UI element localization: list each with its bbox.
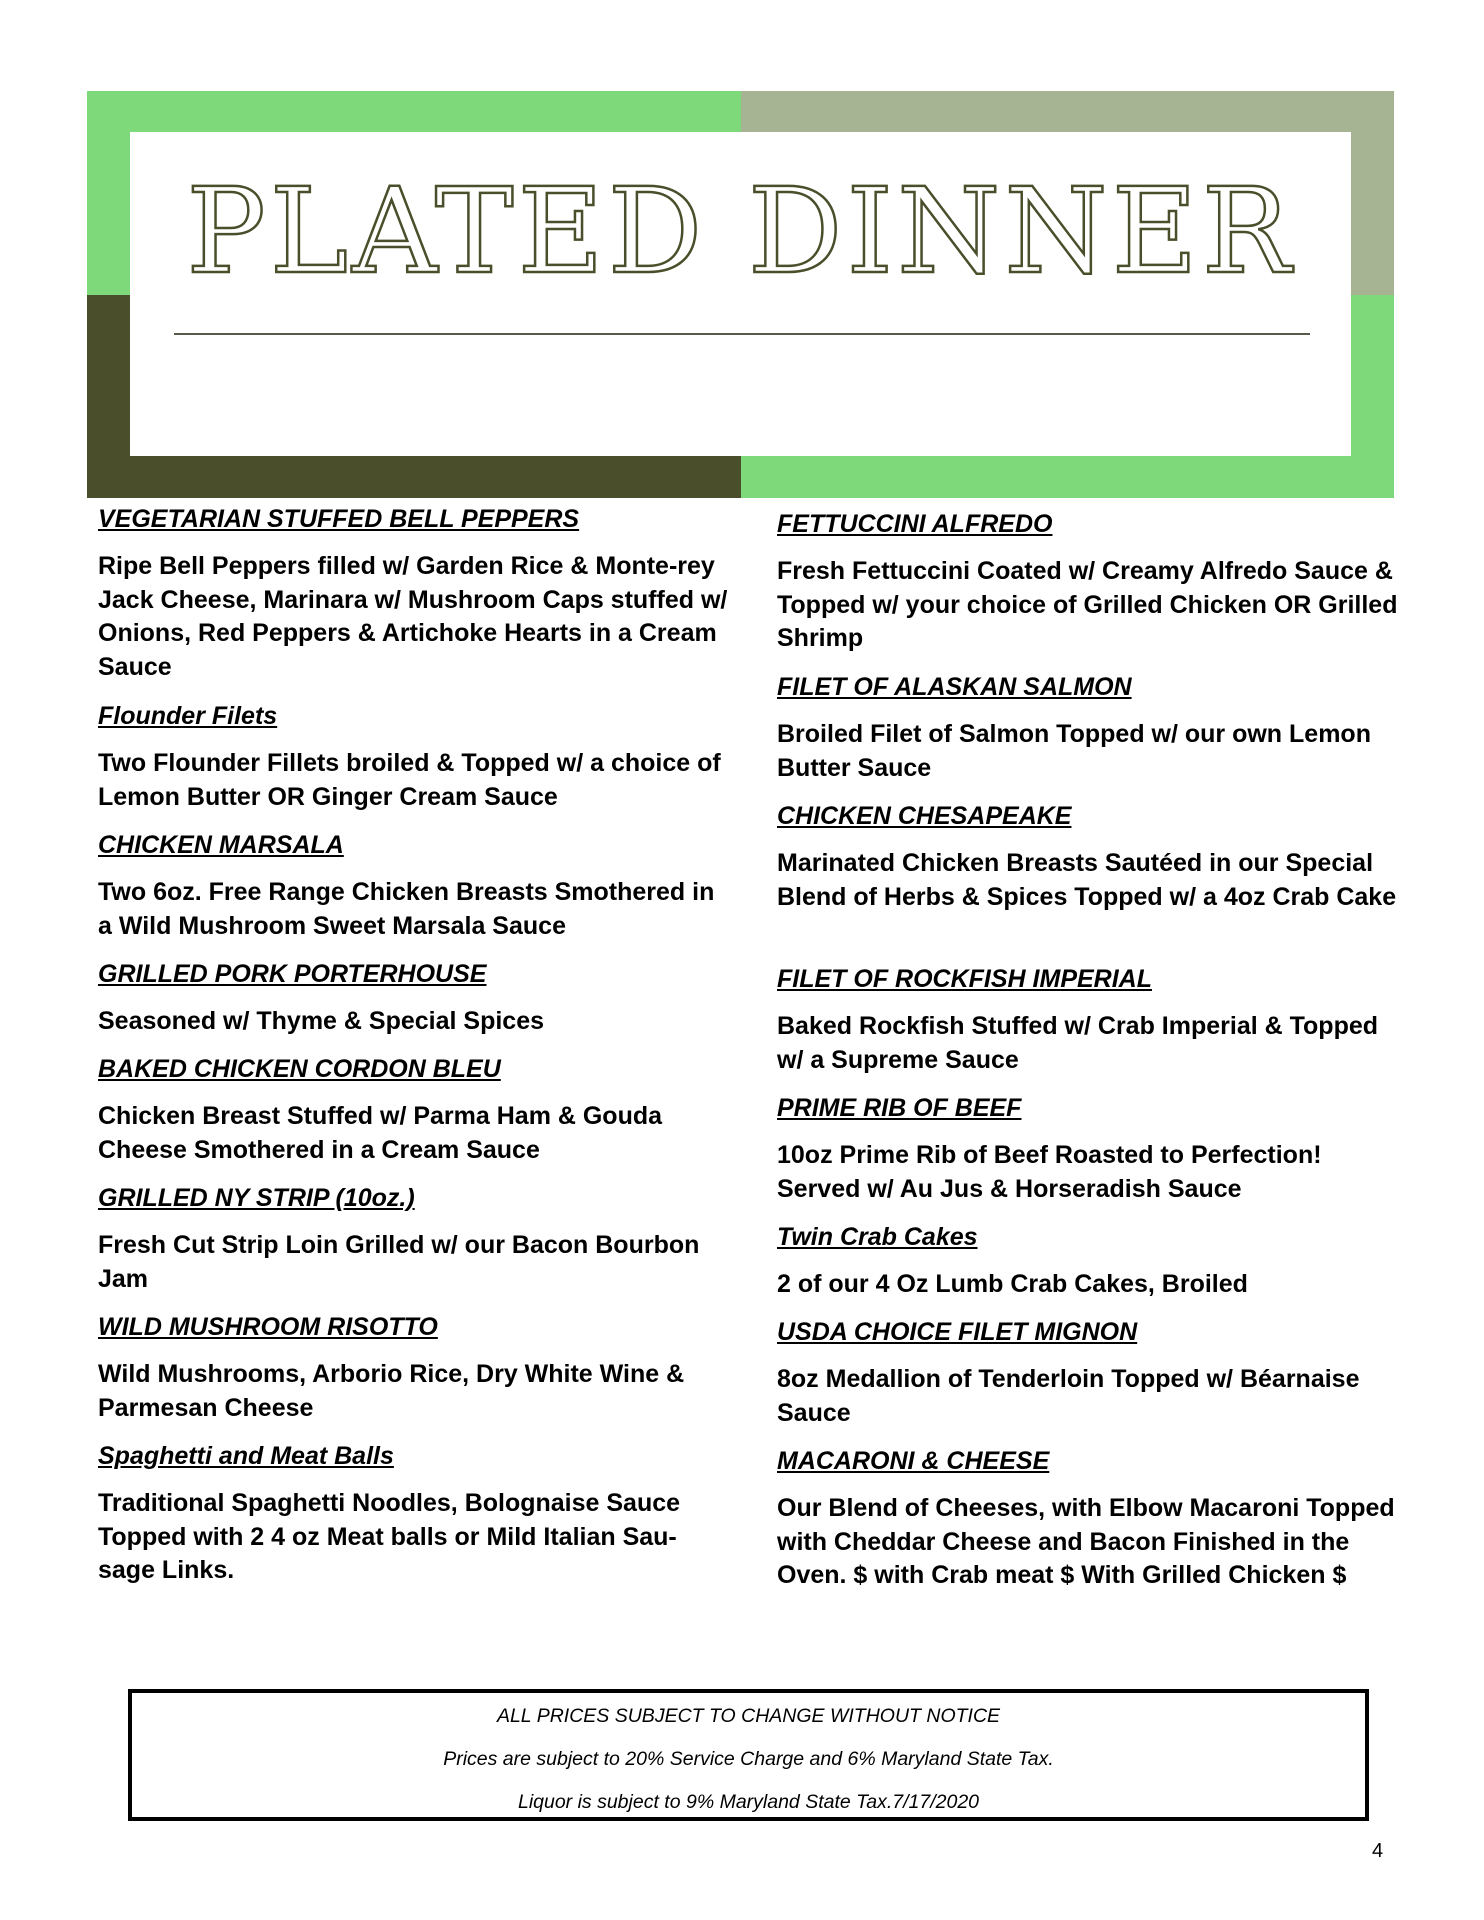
menu-item (777, 671, 1407, 785)
menu-item-description: Seasoned w/ Thyme & Special Spices (98, 1007, 545, 1035)
menu-item-description: Broiled Filet of Salmon Topped w/ our own Lemon Butter Sauce (777, 720, 1371, 782)
menu-item (777, 963, 1407, 1077)
pricing-notice-box (128, 1689, 1369, 1821)
menu-item (777, 800, 1407, 914)
menu-item (777, 1316, 1407, 1430)
menu-item (98, 503, 728, 684)
page-number: 4 (1372, 1840, 1384, 1862)
menu-item-name: CHICKEN MARSALA (98, 831, 344, 859)
menu-item (98, 1440, 728, 1588)
menu-item-description: Two Flounder Fillets broiled & Topped w/ a choice of Lemon Butter OR Ginger Cream Sauce (98, 749, 721, 811)
title-divider (174, 333, 1310, 335)
menu-item-name: BAKED CHICKEN CORDON BLEU (98, 1055, 501, 1083)
menu-item-name: Flounder Filets (98, 702, 278, 730)
menu-item-description: Traditional Spaghetti Noodles, Bolognaise Sauce Topped with 2 4 oz Meat balls or Mild Italian Sau-sage Links. (98, 1489, 681, 1584)
menu-item-description: Chicken Breast Stuffed w/ Parma Ham & Gouda Cheese Smothered in a Cream Sauce (98, 1102, 663, 1164)
menu-item-description: Fresh Cut Strip Loin Grilled w/ our Bacon Bourbon Jam (98, 1231, 700, 1293)
menu-item-name: USDA CHOICE FILET MIGNON (777, 1318, 1138, 1346)
menu-item-description: Two 6oz. Free Range Chicken Breasts Smothered in a Wild Mushroom Sweet Marsala Sauce (98, 878, 715, 940)
menu-item-name: VEGETARIAN STUFFED BELL PEPPERS (98, 505, 580, 533)
menu-item (98, 958, 728, 1039)
menu-item-description: Our Blend of Cheeses, with Elbow Macaroni Topped with Cheddar Cheese and Bacon Finished in the Oven. $ with Crab meat $ With Grilled Chicken $ (777, 1494, 1395, 1589)
menu-item-name: Twin Crab Cakes (777, 1223, 978, 1251)
menu-item (98, 829, 728, 943)
menu-item-name: FILET OF ROCKFISH IMPERIAL (777, 965, 1152, 993)
menu-item (98, 1311, 728, 1425)
menu-item-description: Ripe Bell Peppers filled w/ Garden Rice & Monte-rey Jack Cheese, Marinara w/ Mushroom Caps stuffed w/ Onions, Red Peppers & Artichoke Hearts in a Cream Sauce (98, 552, 728, 681)
menu-item (98, 1182, 728, 1296)
menu-item (777, 1445, 1407, 1593)
menu-item-description: Fresh Fettuccini Coated w/ Creamy Alfredo Sauce & Topped w/ your choice of Grilled Chicken OR Grilled Shrimp (777, 557, 1398, 652)
menu-item-name: CHICKEN CHESAPEAKE (777, 802, 1072, 830)
header-banner (87, 91, 1394, 498)
menu-item-name: GRILLED PORK PORTERHOUSE (98, 960, 487, 988)
menu-item-name: FETTUCCINI ALFREDO (777, 510, 1053, 538)
menu-item (777, 508, 1407, 656)
menu-item (777, 1092, 1407, 1206)
menu-item-name: WILD MUSHROOM RISOTTO (98, 1313, 438, 1341)
menu-item (777, 1221, 1407, 1302)
page-title: PLATED DINNER (186, 162, 1295, 300)
notice-line-price-change: ALL PRICES SUBJECT TO CHANGE WITHOUT NOTICE (496, 1705, 1001, 1727)
menu-item-description: Baked Rockfish Stuffed w/ Crab Imperial & Topped w/ a Supreme Sauce (777, 1012, 1379, 1074)
menu-item (98, 1053, 728, 1167)
menu-item-name: PRIME RIB OF BEEF (777, 1094, 1022, 1122)
menu-item-description: 8oz Medallion of Tenderloin Topped w/ Béarnaise Sauce (777, 1365, 1360, 1427)
menu-item-description: Marinated Chicken Breasts Sautéed in our Special Blend of Herbs & Spices Topped w/ a 4oz Crab Cake (777, 849, 1397, 911)
menu-item-name: FILET OF ALASKAN SALMON (777, 673, 1132, 701)
title-box (130, 132, 1351, 456)
menu-item-description: 2 of our 4 Oz Lumb Crab Cakes, Broiled (777, 1270, 1248, 1298)
menu-item-description: Wild Mushrooms, Arborio Rice, Dry White Wine & Parmesan Cheese (98, 1360, 685, 1422)
menu-item-name: MACARONI & CHEESE (777, 1447, 1050, 1475)
menu-item-name: Spaghetti and Meat Balls (98, 1442, 394, 1470)
notice-line-liquor-tax: Liquor is subject to 9% Maryland State Tax.7/17/2020 (517, 1791, 980, 1813)
menu-item-name: GRILLED NY STRIP (10oz.) (98, 1184, 415, 1212)
notice-line-service-charge: Prices are subject to 20% Service Charge and 6% Maryland State Tax. (443, 1748, 1054, 1770)
menu-item-description: 10oz Prime Rib of Beef Roasted to Perfection! Served w/ Au Jus & Horseradish Sauce (777, 1141, 1322, 1203)
menu-item (98, 700, 728, 814)
